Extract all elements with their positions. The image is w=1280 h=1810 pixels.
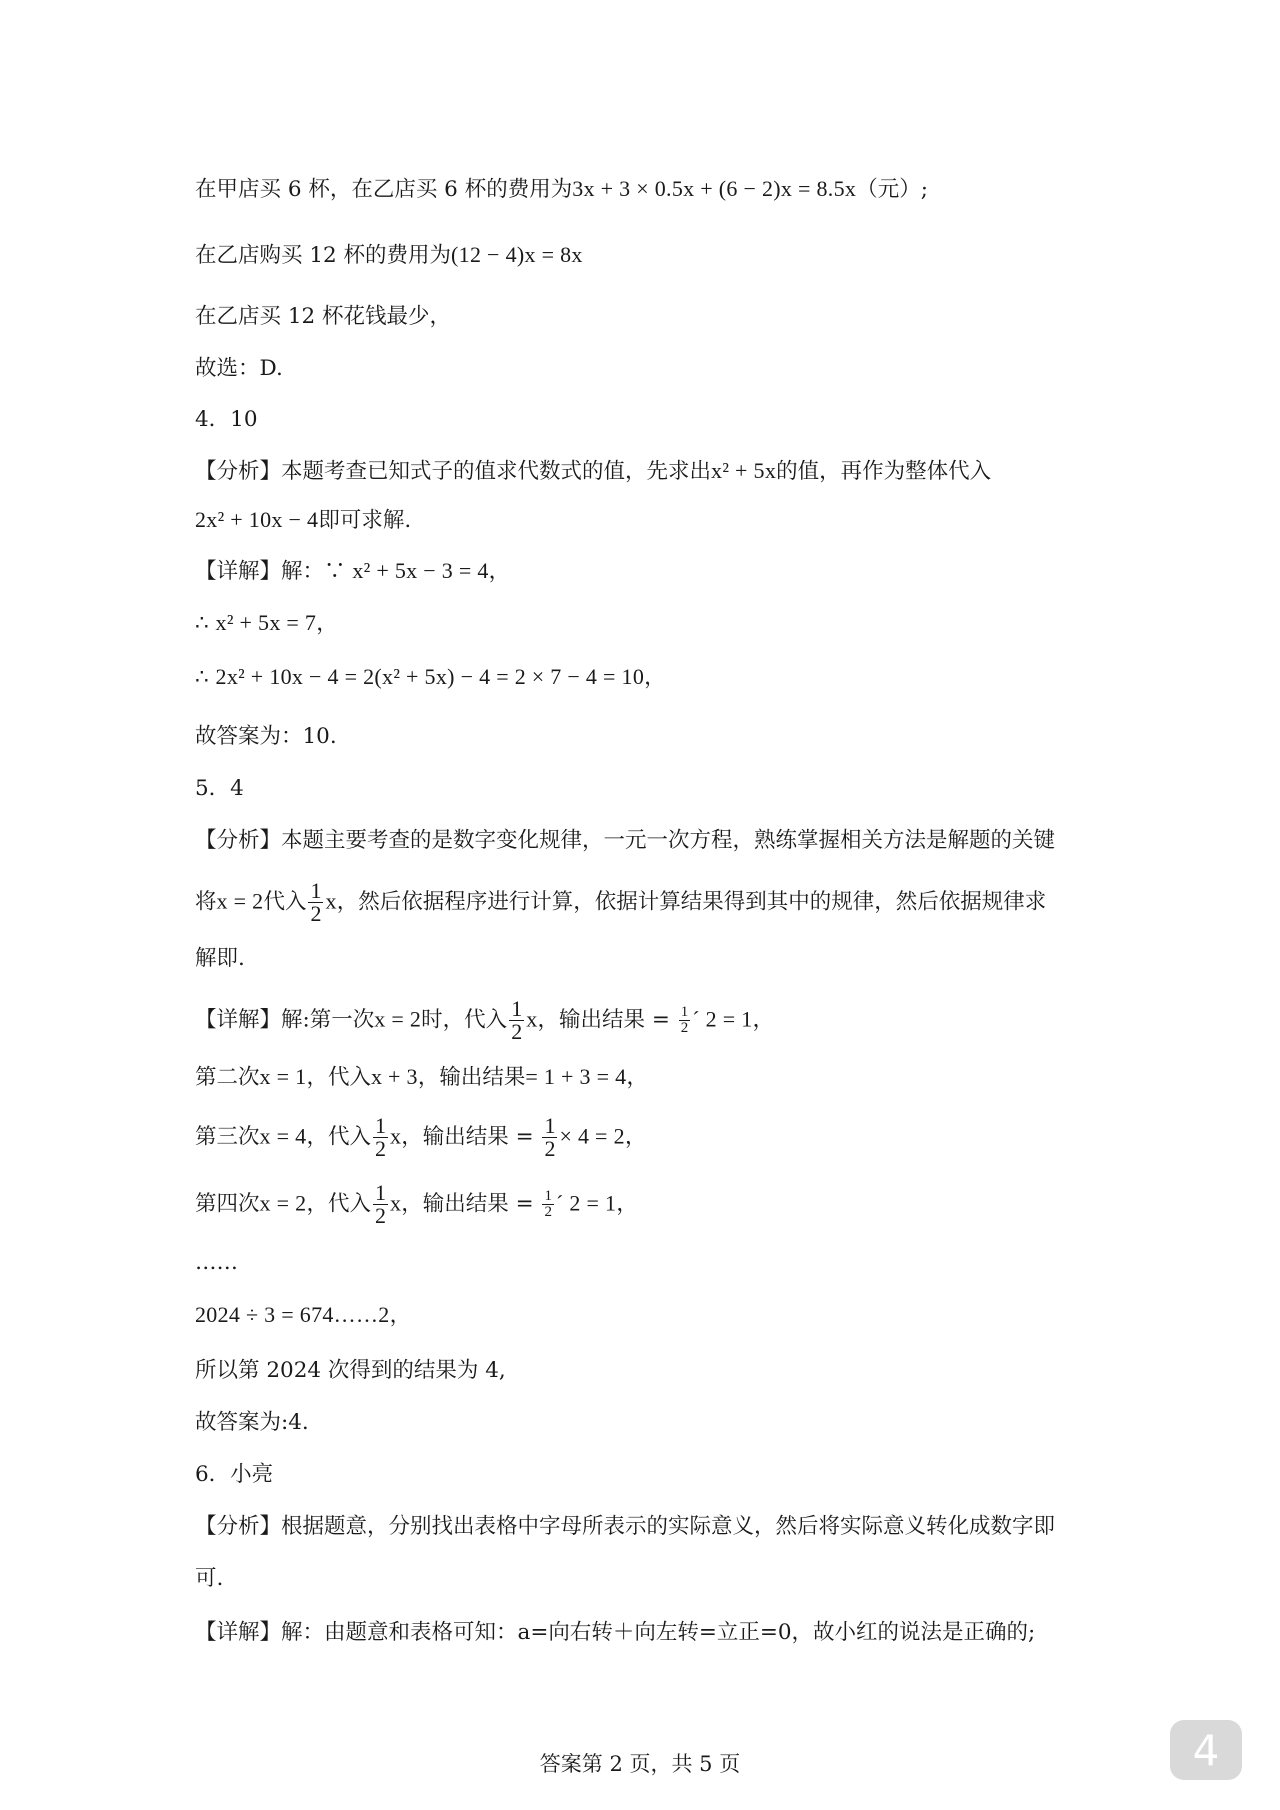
fraction-numerator: 1 bbox=[374, 1113, 386, 1138]
math-expression: x² + 5x bbox=[711, 458, 777, 483]
question-number bbox=[195, 403, 1095, 437]
text-line bbox=[195, 1406, 1095, 1440]
line-text: 在乙店买 12 杯花钱最少， bbox=[195, 304, 452, 329]
math-variable: x bbox=[526, 1006, 538, 1032]
text-line bbox=[195, 1182, 1095, 1227]
text-line bbox=[195, 824, 1095, 858]
fraction bbox=[373, 1115, 388, 1160]
text-line bbox=[195, 1510, 1095, 1544]
text-line bbox=[195, 503, 1095, 538]
fraction-denominator: 2 bbox=[544, 1136, 556, 1161]
text-line bbox=[195, 1246, 1095, 1280]
line-text: ∴ bbox=[195, 665, 216, 690]
text-line bbox=[195, 1354, 1095, 1388]
line-mid: ，输出结果 = bbox=[537, 1007, 677, 1033]
text-line bbox=[195, 606, 1095, 641]
line-text: 【分析】根据题意，分别找出表格中字母所表示的实际意义，然后将实际意义转化成数字即 bbox=[195, 1514, 1056, 1539]
fraction-numerator: 1 bbox=[544, 1188, 552, 1204]
math-expression: 2024 ÷ 3 = 674……2 bbox=[195, 1302, 390, 1327]
text-line bbox=[195, 454, 1095, 489]
line-mid: ，输出结果 bbox=[417, 1065, 526, 1090]
fraction-numerator: 1 bbox=[680, 1004, 689, 1020]
math-variable: x bbox=[325, 888, 337, 914]
math-expression: x = 2 bbox=[216, 888, 264, 914]
text-line bbox=[195, 720, 1095, 754]
math-expression: x = 4 bbox=[259, 1123, 307, 1149]
line-tail: ， bbox=[488, 559, 511, 584]
fraction-denominator: 2 bbox=[544, 1204, 552, 1220]
fraction bbox=[679, 1005, 691, 1036]
fraction bbox=[373, 1182, 388, 1227]
line-text: 【详解】解:第一次 bbox=[195, 1007, 375, 1033]
math-expression: (12 − 4)x = 8x bbox=[451, 242, 583, 267]
text-line bbox=[195, 1562, 1095, 1596]
math-expression: ´ 2 = 1， bbox=[555, 1190, 639, 1216]
line-text: 【详解】解：由题意和表格可知：a=向右转＋向左转=立正=0，故小红的说法是正确的; bbox=[195, 1620, 1036, 1645]
math-expression: 2x² + 10x − 4 bbox=[195, 507, 319, 532]
text-line bbox=[195, 1616, 1095, 1650]
math-expression: = 1 + 3 = 4， bbox=[525, 1064, 649, 1089]
line-text: 【详解】解：∵ bbox=[195, 559, 353, 584]
page-footer: 答案第 2 页，共 5 页 bbox=[539, 1752, 741, 1776]
text-line bbox=[195, 942, 1095, 976]
line-text: 可. bbox=[195, 1566, 224, 1591]
math-variable: x bbox=[389, 1190, 402, 1216]
line-text: 第四次 bbox=[195, 1191, 260, 1217]
math-expression: x = 1 bbox=[259, 1064, 307, 1089]
math-expression: × 4 = 2， bbox=[559, 1123, 648, 1149]
text-line bbox=[195, 1115, 1095, 1160]
text-line bbox=[195, 554, 1095, 589]
text-line bbox=[195, 998, 1095, 1043]
line-text: 解即. bbox=[195, 946, 245, 971]
line-text: 5．4 bbox=[195, 776, 244, 801]
question-number bbox=[195, 772, 1095, 806]
math-expression: x = 2 bbox=[259, 1190, 307, 1216]
fraction-numerator: 1 bbox=[310, 878, 322, 903]
line-text: 6．小亮 bbox=[195, 1462, 274, 1487]
fraction-denominator: 2 bbox=[374, 1136, 386, 1161]
fraction-denominator: 2 bbox=[310, 901, 322, 926]
line-text: 【分析】本题考查已知式子的值求代数式的值，先求出 bbox=[195, 459, 712, 484]
text-line bbox=[195, 352, 1095, 386]
line-text: 第三次 bbox=[195, 1124, 260, 1150]
fraction-numerator: 1 bbox=[374, 1180, 386, 1205]
math-expression: x² + 5x − 3 = 4 bbox=[352, 558, 489, 583]
line-text: 将 bbox=[195, 889, 217, 915]
text-line bbox=[195, 238, 1095, 273]
line-tail: 的值，再作为整体代入 bbox=[776, 459, 992, 484]
math-expression: ´ 2 = 1， bbox=[692, 1006, 775, 1032]
text-line bbox=[195, 1298, 1095, 1333]
fraction-numerator: 1 bbox=[544, 1113, 556, 1138]
fraction bbox=[542, 1189, 554, 1220]
math-expression: x² + 5x = 7 bbox=[215, 610, 317, 635]
fraction bbox=[308, 880, 323, 925]
line-mid: 代入 bbox=[263, 889, 307, 915]
math-variable: x bbox=[389, 1123, 402, 1149]
line-text: 所以第 2024 次得到的结果为 4, bbox=[195, 1358, 506, 1383]
line-text: 故选：D. bbox=[195, 356, 283, 381]
fraction bbox=[542, 1115, 557, 1160]
line-tail: ， bbox=[316, 611, 338, 636]
line-text: 在乙店购买 12 杯的费用为 bbox=[195, 243, 452, 268]
line-text: 4．10 bbox=[195, 407, 258, 432]
question-number bbox=[195, 1458, 1095, 1492]
page-number-badge[interactable]: 4 bbox=[1170, 1720, 1242, 1780]
line-text: 第二次 bbox=[195, 1065, 260, 1090]
line-text: 故答案为:4. bbox=[195, 1410, 309, 1435]
line-mid: ，代入 bbox=[306, 1065, 371, 1090]
text-line bbox=[195, 880, 1095, 925]
math-expression: 3x + 3 × 0.5x + (6 − 2)x = 8.5x bbox=[572, 176, 857, 201]
line-text: 在甲店买 6 杯，在乙店买 6 杯的费用为 bbox=[195, 177, 573, 202]
line-mid: ，输出结果 = bbox=[401, 1191, 541, 1217]
line-mid: 时，代入 bbox=[421, 1007, 508, 1033]
line-tail: ， bbox=[644, 665, 666, 690]
line-tail: 即可求解. bbox=[318, 508, 412, 533]
line-mid: ，代入 bbox=[306, 1124, 371, 1150]
line-tail: （元）; bbox=[856, 177, 928, 202]
line-tail: ， bbox=[389, 1303, 412, 1328]
math-expression: x + 3 bbox=[370, 1064, 418, 1089]
fraction bbox=[509, 998, 524, 1043]
line-mid: ，代入 bbox=[306, 1191, 371, 1217]
text-line bbox=[195, 172, 1095, 207]
fraction-denominator: 2 bbox=[680, 1020, 689, 1036]
fraction-numerator: 1 bbox=[511, 996, 523, 1021]
line-text: 故答案为：10. bbox=[195, 724, 337, 749]
math-expression: x = 2 bbox=[374, 1006, 422, 1032]
line-text: ∴ bbox=[195, 611, 216, 636]
line-mid: ，输出结果 = bbox=[401, 1124, 541, 1150]
math-expression: 2x² + 10x − 4 = 2(x² + 5x) − 4 = 2 × 7 − 4 = 10 bbox=[215, 664, 645, 689]
fraction-denominator: 2 bbox=[374, 1203, 386, 1228]
fraction-denominator: 2 bbox=[511, 1019, 523, 1044]
text-line bbox=[195, 660, 1095, 695]
line-text: …… bbox=[195, 1250, 238, 1275]
text-line bbox=[195, 300, 1095, 334]
line-tail: ，然后依据程序进行计算，依据计算结果得到其中的规律，然后依据规律求 bbox=[336, 889, 1047, 915]
line-text: 【分析】本题主要考查的是数字变化规律，一元一次方程，熟练掌握相关方法是解题的关键 bbox=[195, 828, 1056, 853]
text-line bbox=[195, 1060, 1095, 1095]
